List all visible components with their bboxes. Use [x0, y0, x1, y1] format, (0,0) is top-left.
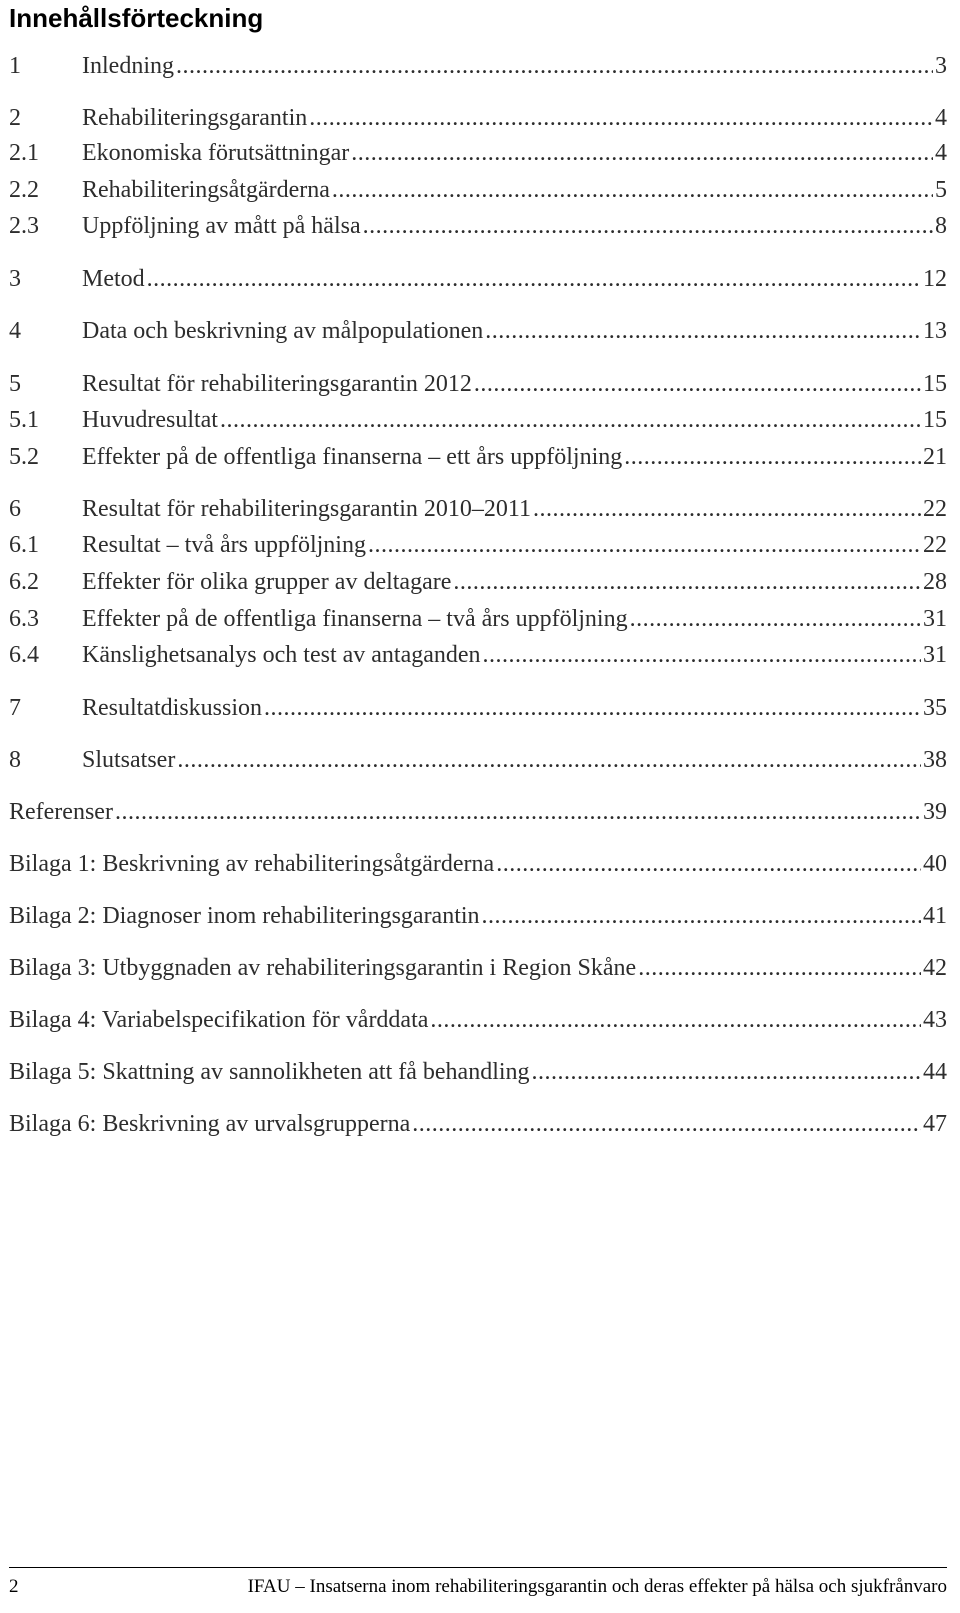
toc-entry-page-number: 3 — [935, 53, 947, 79]
toc-entry-number: 2.2 — [9, 177, 39, 203]
toc-dot-leader — [220, 407, 921, 434]
toc-entry-number: 6.2 — [9, 569, 39, 595]
toc-entry[interactable] — [9, 532, 947, 566]
toc-dot-leader — [483, 642, 921, 669]
toc-dot-leader — [533, 496, 921, 523]
toc-entry[interactable] — [9, 105, 947, 139]
toc-entry-title: Bilaga 5: Skattning av sannolikheten att få behandling — [9, 1059, 530, 1085]
toc-entry[interactable] — [9, 606, 947, 640]
toc-entry-number: 2.1 — [9, 140, 39, 166]
toc-entry-page-number: 15 — [923, 407, 947, 433]
toc-dot-leader — [351, 140, 933, 167]
toc-entry-title: Rehabiliteringsgarantin — [82, 105, 308, 131]
toc-entry[interactable] — [9, 318, 947, 352]
toc-entry-title: Uppföljning av mått på hälsa — [82, 213, 361, 239]
toc-entry-title: Metod — [82, 266, 145, 292]
toc-entry-page-number: 41 — [923, 903, 947, 929]
toc-dot-leader — [368, 532, 921, 559]
toc-entry-title: Effekter för olika grupper av deltagare — [82, 569, 452, 595]
toc-entry-number: 6 — [9, 496, 21, 522]
toc-entry-title: Inledning — [82, 53, 174, 79]
toc-dot-leader — [496, 851, 921, 878]
toc-entry-page-number: 8 — [935, 213, 947, 239]
toc-entry-page-number: 44 — [923, 1059, 947, 1085]
toc-dot-leader — [147, 266, 921, 293]
toc-entry-title: Resultatdiskussion — [82, 695, 263, 721]
toc-dot-leader — [430, 1007, 921, 1034]
toc-entry-number: 6.3 — [9, 606, 39, 632]
toc-entry[interactable] — [9, 496, 947, 530]
toc-dot-leader — [482, 903, 921, 930]
toc-entry[interactable] — [9, 444, 947, 478]
toc-dot-leader — [485, 318, 921, 345]
toc-entry-number: 2 — [9, 105, 21, 131]
toc-entry[interactable] — [9, 371, 947, 405]
toc-entry[interactable] — [9, 903, 947, 937]
toc-dot-leader — [638, 955, 921, 982]
toc-entry-title: Bilaga 3: Utbyggnaden av rehabiliteringsgarantin i Region Skåne — [9, 955, 637, 981]
toc-entry-number: 4 — [9, 318, 21, 344]
toc-entry-title: Resultat för rehabiliteringsgarantin 2012 — [82, 371, 472, 397]
toc-entry-page-number: 39 — [923, 799, 947, 825]
toc-entry-page-number: 31 — [923, 606, 947, 632]
toc-entry[interactable] — [9, 569, 947, 603]
page-footer — [9, 1576, 947, 1598]
toc-entry[interactable] — [9, 695, 947, 729]
toc-entry-page-number: 35 — [923, 695, 947, 721]
toc-entry[interactable] — [9, 955, 947, 989]
toc-dot-leader — [474, 371, 921, 398]
footer-divider — [9, 1567, 947, 1568]
toc-dot-leader — [332, 177, 933, 204]
toc-entry[interactable] — [9, 53, 947, 87]
footer-running-title: IFAU – Insatserna inom rehabiliteringsgarantin och deras effekter på hälsa och sjukfrånvaro — [247, 1576, 947, 1597]
toc-entry-page-number: 15 — [923, 371, 947, 397]
toc-entry-number: 8 — [9, 747, 21, 773]
toc-entry-number: 6.1 — [9, 532, 39, 558]
toc-entry[interactable] — [9, 177, 947, 211]
toc-entry-page-number: 22 — [923, 496, 947, 522]
toc-entry-title: Effekter på de offentliga finanserna – två års uppföljning — [82, 606, 628, 632]
toc-dot-leader — [532, 1059, 921, 1086]
toc-entry-title: Känslighetsanalys och test av antaganden — [82, 642, 481, 668]
toc-entry[interactable] — [9, 799, 947, 833]
toc-dot-leader — [453, 569, 921, 596]
toc-entry-number: 5 — [9, 371, 21, 397]
toc-entry-page-number: 40 — [923, 851, 947, 877]
page-title: Innehållsförteckning — [9, 3, 264, 33]
toc-entry-title: Effekter på de offentliga finanserna – ett års uppföljning — [82, 444, 623, 470]
toc-entry-title: Rehabiliteringsåtgärderna — [82, 177, 330, 203]
toc-entry-page-number: 38 — [923, 747, 947, 773]
toc-entry-page-number: 5 — [935, 177, 947, 203]
toc-entry-number: 1 — [9, 53, 21, 79]
toc-entry-title: Referenser — [9, 799, 113, 825]
toc-entry-number: 2.3 — [9, 213, 39, 239]
toc-entry-page-number: 13 — [923, 318, 947, 344]
toc-entry-title: Slutsatser — [82, 747, 176, 773]
toc-entry[interactable] — [9, 407, 947, 441]
toc-dot-leader — [630, 606, 921, 633]
toc-entry[interactable] — [9, 213, 947, 247]
toc-entry-title: Data och beskrivning av målpopulationen — [82, 318, 484, 344]
toc-entry-page-number: 42 — [923, 955, 947, 981]
toc-entry-title: Bilaga 6: Beskrivning av urvalsgrupperna — [9, 1111, 411, 1137]
toc-entry-page-number: 47 — [923, 1111, 947, 1137]
toc-entry[interactable] — [9, 266, 947, 300]
toc-entry-page-number: 4 — [935, 140, 947, 166]
toc-entry-page-number: 28 — [923, 569, 947, 595]
toc-entry[interactable] — [9, 1059, 947, 1093]
toc-entry-title: Huvudresultat — [82, 407, 218, 433]
toc-dot-leader — [177, 747, 921, 774]
toc-dot-leader — [624, 444, 921, 471]
toc-dot-leader — [309, 105, 933, 132]
toc-entry-page-number: 12 — [923, 266, 947, 292]
toc-entry-title: Bilaga 4: Variabelspecifikation för vårddata — [9, 1007, 429, 1033]
toc-entry-title: Resultat för rehabiliteringsgarantin 2010–2011 — [82, 496, 532, 522]
toc-entry[interactable] — [9, 642, 947, 676]
toc-entry[interactable] — [9, 1111, 947, 1145]
footer-page-number: 2 — [9, 1576, 19, 1597]
toc-dot-leader — [115, 799, 921, 826]
toc-entry[interactable] — [9, 747, 947, 781]
toc-entry-page-number: 4 — [935, 105, 947, 131]
toc-entry-number: 5.2 — [9, 444, 39, 470]
toc-entry-title: Resultat – två års uppföljning — [82, 532, 366, 558]
toc-entry-number: 5.1 — [9, 407, 39, 433]
toc-entry-number: 6.4 — [9, 642, 39, 668]
toc-entry[interactable] — [9, 851, 947, 885]
toc-entry-page-number: 22 — [923, 532, 947, 558]
toc-entry-number: 3 — [9, 266, 21, 292]
toc-entry[interactable] — [9, 140, 947, 174]
toc-entry-page-number: 43 — [923, 1007, 947, 1033]
toc-dot-leader — [176, 53, 933, 80]
toc-entry-page-number: 31 — [923, 642, 947, 668]
toc-dot-leader — [412, 1111, 921, 1138]
toc-entry-title: Ekonomiska förutsättningar — [82, 140, 350, 166]
toc-entry-page-number: 21 — [923, 444, 947, 470]
toc-dot-leader — [264, 695, 921, 722]
toc-entry[interactable] — [9, 1007, 947, 1041]
toc-entry-title: Bilaga 2: Diagnoser inom rehabiliteringsgarantin — [9, 903, 480, 929]
toc-dot-leader — [363, 213, 933, 240]
toc-entry-title: Bilaga 1: Beskrivning av rehabiliteringsåtgärderna — [9, 851, 495, 877]
toc-entry-number: 7 — [9, 695, 21, 721]
